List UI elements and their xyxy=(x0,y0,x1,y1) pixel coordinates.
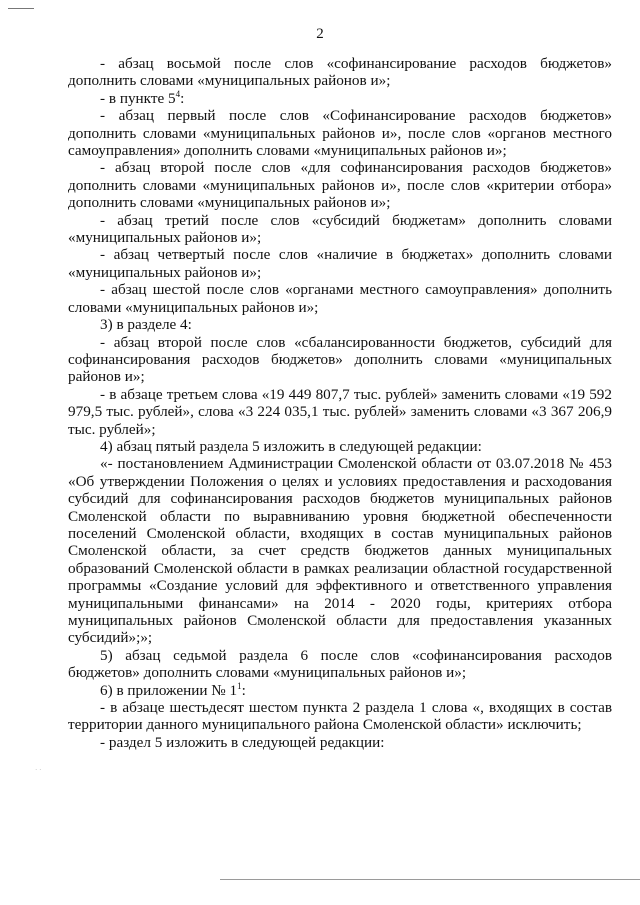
paragraph-7: - абзац шестой после слов «органами местного самоуправления» дополнить словами «муниципальных районов и»; xyxy=(68,281,612,316)
paragraph-4: - абзац второй после слов «для софинансирования расходов бюджетов» дополнить словами «муниципальных районов и», после слов «критерии отбора» дополнить словами «муниципальных районов и»; xyxy=(68,159,612,212)
paragraph-11: 4) абзац пятый раздела 5 изложить в следующей редакции: xyxy=(100,437,482,455)
scan-edge-mark xyxy=(8,8,34,9)
paragraph-13: 5) абзац седьмой раздела 6 после слов «софинансирования расходов бюджетов» дополнить словами «муниципальных районов и»; xyxy=(68,646,612,682)
paragraph-8: 3) в разделе 4: xyxy=(100,316,192,334)
paragraph-15: - в абзаце шестьдесят шестом пункта 2 раздела 1 слова «, входящих в состав территории данного муниципального района Смоленской области» исключить; xyxy=(68,699,612,734)
paragraph-9: - абзац второй после слов «сбалансированности бюджетов, субсидий для софинансирования расходов бюджетов» дополнить словами «муниципальных районов и»; xyxy=(68,333,612,386)
paragraph-6: - абзац четвертый после слов «наличие в бюджетах» дополнить словами «муниципальных районов и»; xyxy=(68,246,612,281)
paragraph-16: - раздел 5 изложить в следующей редакции: xyxy=(100,733,385,751)
paragraph-2: - в пункте $5^4$: xyxy=(100,88,185,107)
paragraph-1: - абзац восьмой после слов «софинансирование расходов бюджетов» дополнить словами «муниципальных районов и»; xyxy=(68,55,612,90)
scan-speck: · · xyxy=(35,766,42,774)
paragraph-5: - абзац третий после слов «субсидий бюджетам» дополнить словами «муниципальных районов и»; xyxy=(68,211,612,247)
paragraph-3: - абзац первый после слов «Софинансирование расходов бюджетов» дополнить словами «муниципальных районов и», после слов «органов местного самоуправления» дополнить словами «муниципальных районов и»; xyxy=(68,107,612,160)
document-body xyxy=(68,55,612,751)
paragraph-10: - в абзаце третьем слова «19 449 807,7 тыс. рублей» заменить словами «19 592 979,5 тыс. рублей», слова «3 224 035,1 тыс. рублей» заменить словами «3 367 206,9 тыс. рублей»; xyxy=(68,385,612,438)
page-number: 2 xyxy=(316,26,324,42)
superscript-1: 1 xyxy=(237,680,242,691)
paragraph-14: 6) в приложении № $1^1$: xyxy=(100,680,246,699)
scan-bottom-line xyxy=(220,879,640,880)
paragraph-12: «- постановлением Администрации Смоленской области от 03.07.2018 № 453 «Об утверждении Положения о целях и условиях предоставления и расходования субсидий для софинансирования расходов бюджетов муниципальных районов Смоленской области по выравниванию уровня бюджетной обеспеченности поселений Смоленской области, входящих в состав муниципальных районов Смоленской области, за счет средств бюджетов данных муниципальных образований Смоленской области в рамках реализации областной государственной программы «Создание условий для эффективного и ответственного управления муниципальными финансами» на 2014 - 2020 годы, критериях отбора муниципальных районов Смоленской области для предоставления указанных субсидий»;»; xyxy=(68,455,612,647)
superscript-4: 4 xyxy=(175,88,181,99)
